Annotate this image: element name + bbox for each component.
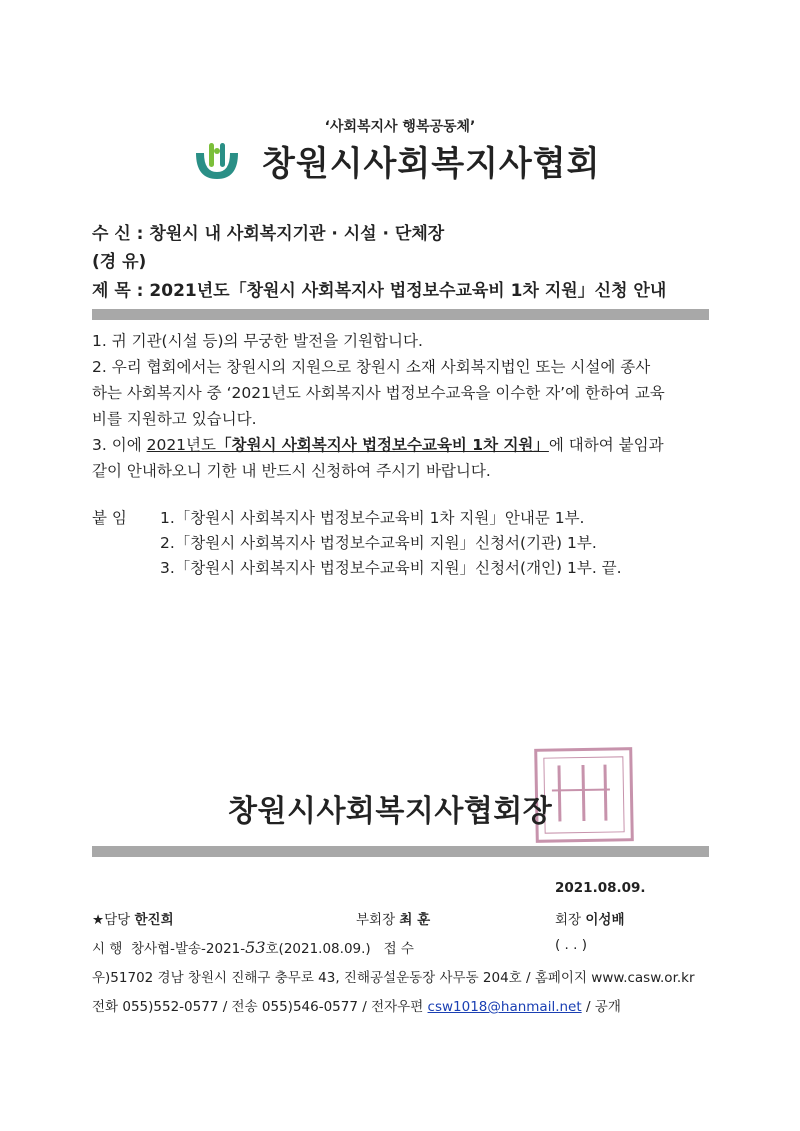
email-link[interactable]: csw1018@hanmail.net [427,999,582,1015]
paragraph-2-line-3: 비를 지원하고 있습니다. [92,410,257,428]
vice-president-label: 부회장 [356,912,396,928]
paragraph-3-highlight: 「창원시 사회복지사 법정보수교육비 1차 지원」 [216,436,549,454]
president-label: 회장 [555,912,582,928]
attachment-item-1: 1.「창원시 사회복지사 법정보수교육비 1차 지원」안내문 1부. [160,509,585,527]
paragraph-3-line-2: 같이 안내하오니 기한 내 반드시 신청하여 주시기 바랍니다. [92,462,491,480]
paragraph-1: 1. 귀 기관(시설 등)의 무궁한 발전을 기원합니다. [92,332,423,350]
attachment-item-3: 3.「창원시 사회복지사 법정보수교육비 지원」신청서(개인) 1부. 끝. [160,559,622,577]
signature-title: 창원시사회복지사협회장 [228,794,553,829]
organization-logo-icon [192,139,242,181]
enforcement-number: 53 [245,938,266,957]
vice-president-name: 최 훈 [399,912,431,928]
staff-name: 한진희 [134,912,174,928]
enforcement-suffix: 호(2021.08.09.) [265,941,371,957]
contact-prefix: 전화 055)552-0577 / 전송 055)546-0577 / 전자우편 [92,999,424,1015]
subject-label: 제 목 : [92,281,144,301]
header-divider [92,309,709,320]
organization-name: 창원시사회복지사협회 [262,143,601,184]
enforcement-prefix: 창사협-발송-2021- [130,941,246,957]
paragraph-3-year: 2021년도 [146,436,216,454]
address-line: 우)51702 경남 창원시 진해구 충무로 43, 진해공설운동장 사무동 204호 / 홈페이지 www.casw.or.kr [92,970,695,986]
slogan: ‘사회복지사 행복공동체’ [324,119,476,135]
subject-value: 2021년도「창원시 사회복지사 법정보수교육비 1차 지원」신청 안내 [149,281,667,301]
receipt-label: 접 수 [383,941,414,957]
recipient-value: 창원시 내 사회복지기관 · 시설 · 단체장 [149,224,445,244]
paragraph-2-line-1: 2. 우리 협회에서는 창원시의 지원으로 창원시 소재 사회복지법인 또는 시설에 종사 [92,358,651,376]
receipt-date-blank: ( . . ) [555,937,587,953]
paragraph-3-prefix: 3. 이에 [92,436,147,454]
subject-line [92,276,666,301]
document-date: 2021.08.09. [555,880,646,896]
staff-approval [92,908,174,928]
enforcement-label: 시 행 [92,941,123,957]
paragraph-2-line-2: 하는 사회복지사 중 ‘2021년도 사회복지사 법정보수교육을 이수한 자’에 한하여 교육 [92,384,665,402]
contact-line [92,995,621,1015]
president-approval [555,908,625,928]
enforcement-line [92,937,414,957]
recipient-line [92,219,444,244]
via-line: (경 유) [92,252,147,272]
attachments-label: 붙 임 [92,509,127,527]
paragraph-3-suffix: 에 대하여 붙임과 [548,436,664,454]
contact-suffix: / 공개 [585,999,621,1015]
vice-president-approval [356,908,430,928]
paragraph-3-line-1 [92,432,722,458]
footer-divider [92,846,709,857]
president-name: 이성배 [585,912,625,928]
organization-brand [192,138,600,182]
attachment-item-2: 2.「창원시 사회복지사 법정보수교육비 지원」신청서(기관) 1부. [160,534,597,552]
staff-label: ★담당 [92,912,131,928]
recipient-label: 수 신 : [92,224,144,244]
